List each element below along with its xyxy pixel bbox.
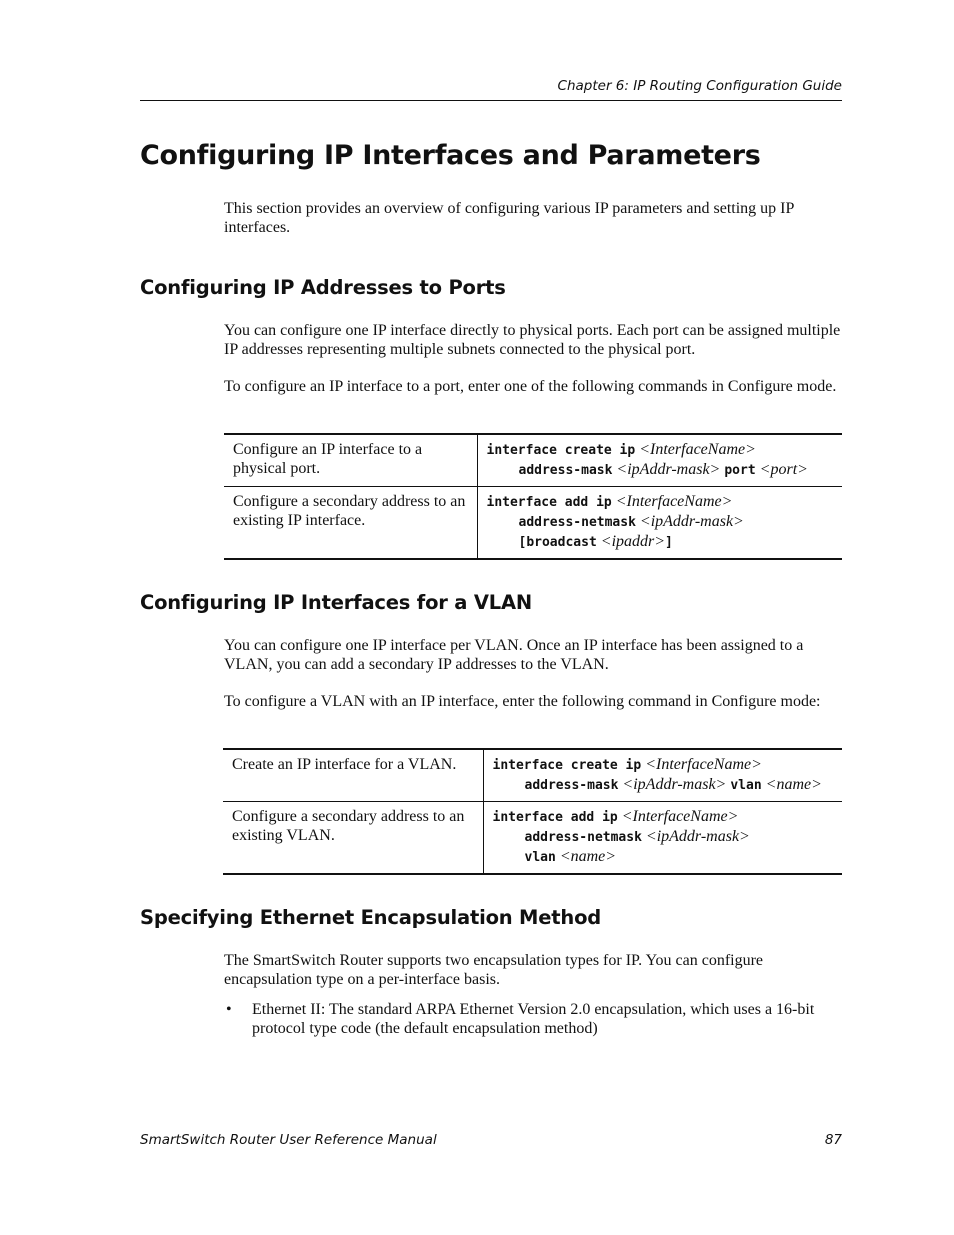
command-keyword: interface create ip <box>492 758 642 773</box>
vlan-paragraph-2: To configure a VLAN with an IP interface, enter the following command in Configure mode: <box>224 693 821 710</box>
section-heading-encapsulation: Specifying Ethernet Encapsulation Method <box>140 906 602 929</box>
command-parameter: <ipAddr-mask> <box>639 513 744 530</box>
bullet-icon: • <box>226 1001 232 1018</box>
command-description: Create an IP interface for a VLAN. <box>223 749 483 802</box>
command-keyword: ] <box>665 535 673 550</box>
ports-command-table <box>224 433 842 560</box>
command-parameter: <port> <box>759 461 808 478</box>
table-row <box>224 434 842 487</box>
command-description: Configure a secondary address to an existing IP interface. <box>224 487 477 560</box>
command-syntax <box>483 749 842 802</box>
command-parameter: <InterfaceName> <box>639 441 756 458</box>
command-keyword: interface add ip <box>486 495 612 510</box>
command-keyword: address-netmask <box>518 515 636 530</box>
list-item <box>224 1000 842 1038</box>
command-parameter: <InterfaceName> <box>621 808 739 825</box>
ports-paragraph-2: To configure an IP interface to a port, enter one of the following commands in Configure mode. <box>224 378 837 395</box>
command-keyword: address-mask <box>518 463 613 478</box>
command-parameter: <InterfaceName> <box>615 493 733 510</box>
ports-paragraph-1: You can configure one IP interface directly to physical ports. Each port can be assigned multiple IP addresses representing multiple subnets connected to the physical port. <box>224 322 841 358</box>
page-number: 87 <box>824 1132 842 1148</box>
command-parameter: <ipAddr-mask> <box>622 776 727 793</box>
command-description: Configure a secondary address to an existing VLAN. <box>223 802 483 875</box>
command-parameter: <InterfaceName> <box>645 756 762 773</box>
encapsulation-bullet-list <box>224 1000 842 1038</box>
command-keyword: address-netmask <box>524 830 642 845</box>
command-parameter: <name> <box>559 848 617 865</box>
command-keyword: vlan <box>524 850 556 865</box>
vlan-command-table <box>223 748 842 875</box>
table-row <box>223 749 842 802</box>
command-description: Configure an IP interface to a physical port. <box>224 434 477 487</box>
command-keyword: [broadcast <box>518 535 597 550</box>
command-keyword: vlan <box>730 778 762 793</box>
command-keyword: interface add ip <box>492 810 618 825</box>
command-parameter: <ipAddr-mask> <box>616 461 721 478</box>
command-parameter: <ipaddr> <box>600 533 666 550</box>
section-heading-vlan: Configuring IP Interfaces for a VLAN <box>140 591 532 614</box>
command-syntax <box>477 487 842 560</box>
table-row <box>223 802 842 875</box>
footer-manual-title: SmartSwitch Router User Reference Manual <box>140 1132 437 1148</box>
section-heading-ports: Configuring IP Addresses to Ports <box>140 276 506 299</box>
header-rule <box>140 100 842 101</box>
command-parameter: <ipAddr-mask> <box>645 828 750 845</box>
command-syntax <box>477 434 842 487</box>
page-title: Configuring IP Interfaces and Parameters <box>140 140 761 171</box>
vlan-paragraph-1: You can configure one IP interface per VLAN. Once an IP interface has been assigned to a VLAN, you can add a secondary IP addresses to the VLAN. <box>224 637 804 673</box>
running-header: Chapter 6: IP Routing Configuration Guide <box>557 78 842 94</box>
command-keyword: address-mask <box>524 778 619 793</box>
table-row <box>224 487 842 560</box>
command-parameter: <name> <box>765 776 822 793</box>
encapsulation-paragraph: The SmartSwitch Router supports two encapsulation types for IP. You can configure encapsulation type on a per-interface basis. <box>224 952 764 988</box>
bullet-text: Ethernet II: The standard ARPA Ethernet Version 2.0 encapsulation, which uses a 16-bit protocol type code (the default encapsulation method) <box>252 1001 815 1037</box>
command-keyword: interface create ip <box>486 443 636 458</box>
command-syntax <box>483 802 842 875</box>
intro-paragraph: This section provides an overview of configuring various IP parameters and setting up IP interfaces. <box>224 200 794 236</box>
command-keyword: port <box>724 463 756 478</box>
